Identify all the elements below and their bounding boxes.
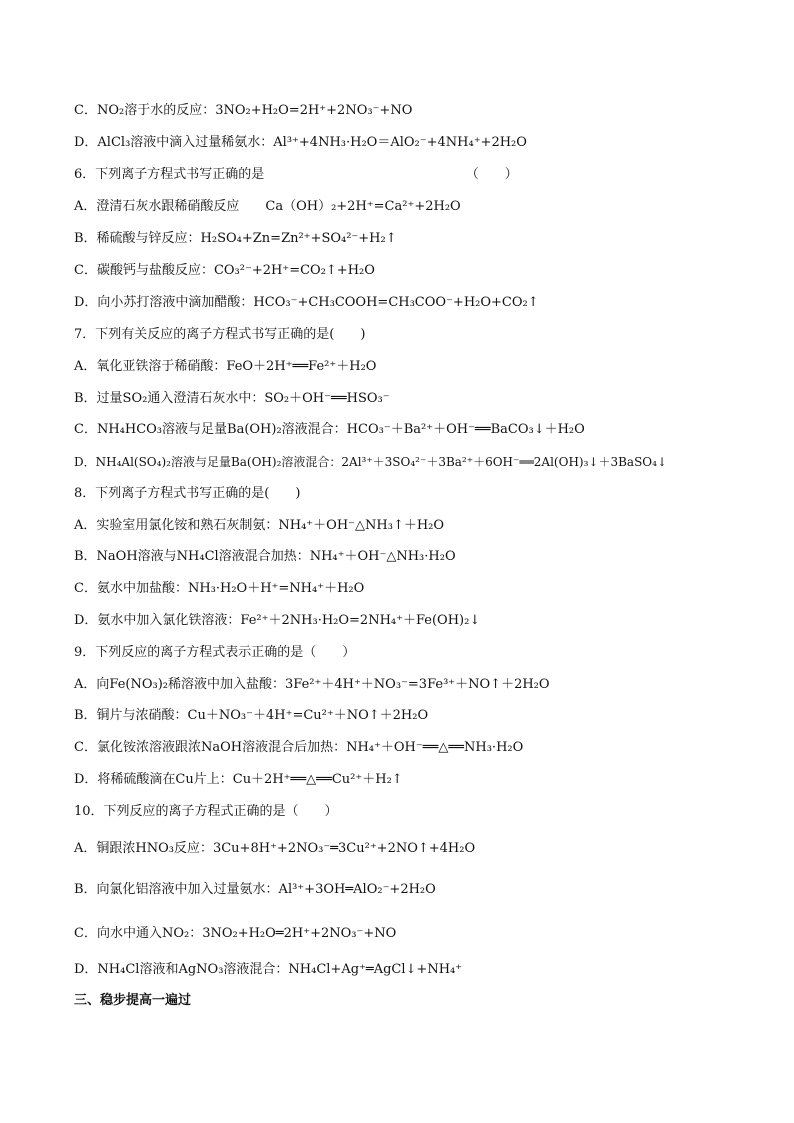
question-8-option-a: A．实验室用氯化铵和熟石灰制氨：NH₄⁺＋OH⁻△NH₃↑＋H₂O xyxy=(74,518,445,533)
question-7-option-c: C．NH₄HCO₃溶液与足量Ba(OH)₂溶液混合：HCO₃⁻＋Ba²⁺＋OH⁻══BaCO₃↓＋H₂O xyxy=(74,422,585,437)
question-5-option-d: D．AlCl₃溶液中滴入过量稀氨水：Al³⁺+4NH₃·H₂O＝AlO₂⁻+4NH₄⁺+2H₂O xyxy=(74,135,527,150)
question-6-option-c: C．碳酸钙与盐酸反应：CO₃²⁻+2H⁺=CO₂↑+H₂O xyxy=(74,263,375,278)
question-8-option-b: B．NaOH溶液与NH₄Cl溶液混合加热：NH₄⁺＋OH⁻△NH₃·H₂O xyxy=(74,549,456,564)
question-8-option-d: D．氨水中加入氯化铁溶液：Fe²⁺＋2NH₃·H₂O=2NH₄⁺＋Fe(OH)₂↓ xyxy=(74,613,481,628)
question-6-stem: 6．下列离子方程式书写正确的是 （ ） xyxy=(74,167,518,182)
question-9-option-b: B．铜片与浓硝酸：Cu＋NO₃⁻＋4H⁺=Cu²⁺＋NO↑＋2H₂O xyxy=(74,708,429,723)
question-10-option-d: D．NH₄Cl溶液和AgNO₃溶液混合：NH₄Cl+Ag⁺═AgCl↓+NH₄⁺ xyxy=(74,962,463,977)
question-9-stem: 9．下列反应的离子方程式表示正确的是（ ） xyxy=(74,645,356,660)
question-9-option-a: A．向Fe(NO₃)₂稀溶液中加入盐酸：3Fe²⁺＋4H⁺＋NO₃⁻=3Fe³⁺＋NO↑＋2H₂O xyxy=(74,677,550,692)
question-9-option-c: C．氯化铵浓溶液跟浓NaOH溶液混合后加热：NH₄⁺＋OH⁻══△══NH₃·H₂O xyxy=(74,740,524,755)
question-10-option-a: A．铜跟浓HNO₃反应：3Cu+8H⁺+2NO₃⁻═3Cu²⁺+2NO↑+4H₂O xyxy=(74,841,476,856)
question-10-option-c: C．向水中通入NO₂：3NO₂+H₂O═2H⁺+2NO₃⁻+NO xyxy=(74,926,397,941)
question-7-stem: 7．下列有关反应的离子方程式书写正确的是( ) xyxy=(74,327,366,342)
question-7-option-b: B．过量SO₂通入澄清石灰水中：SO₂＋OH⁻══HSO₃⁻ xyxy=(74,391,390,406)
question-10-stem: 10．下列反应的离子方程式正确的是（ ） xyxy=(74,804,338,819)
question-7-option-a: A．氧化亚铁溶于稀硝酸：FeO＋2H⁺══Fe²⁺＋H₂O xyxy=(74,359,377,374)
question-9-option-d: D．将稀硫酸滴在Cu片上：Cu＋2H⁺══△══Cu²⁺＋H₂↑ xyxy=(74,772,403,787)
question-5-option-c: C．NO₂溶于水的反应：3NO₂+H₂O=2H⁺+2NO₃⁻+NO xyxy=(74,103,413,118)
question-6-option-a: A．澄清石灰水跟稀硝酸反应 Ca（OH）₂+2H⁺=Ca²⁺+2H₂O xyxy=(74,199,461,214)
question-6-option-b: B．稀硫酸与锌反应：H₂SO₄+Zn=Zn²⁺+SO₄²⁻+H₂↑ xyxy=(74,231,397,246)
question-10-option-b: B．向氯化铝溶液中加入过量氨水：Al³⁺+3OH═AlO₂⁻+2H₂O xyxy=(74,882,436,897)
section-heading: 三、稳步提高一遍过 xyxy=(74,993,192,1008)
question-8-option-c: C．氨水中加盐酸：NH₃·H₂O＋H⁺=NH₄⁺＋H₂O xyxy=(74,581,365,596)
question-8-stem: 8．下列离子方程式书写正确的是( ) xyxy=(74,486,301,501)
question-7-option-d: D．NH₄Al(SO₄)₂溶液与足量Ba(OH)₂溶液混合：2Al³⁺＋3SO₄²⁻＋3Ba²⁺＋6OH⁻══2Al(OH)₃↓＋3BaSO₄↓ xyxy=(74,455,667,469)
question-6-option-d: D．向小苏打溶液中滴加醋酸：HCO₃⁻+CH₃COOH=CH₃COO⁻+H₂O+CO₂↑ xyxy=(74,295,539,310)
